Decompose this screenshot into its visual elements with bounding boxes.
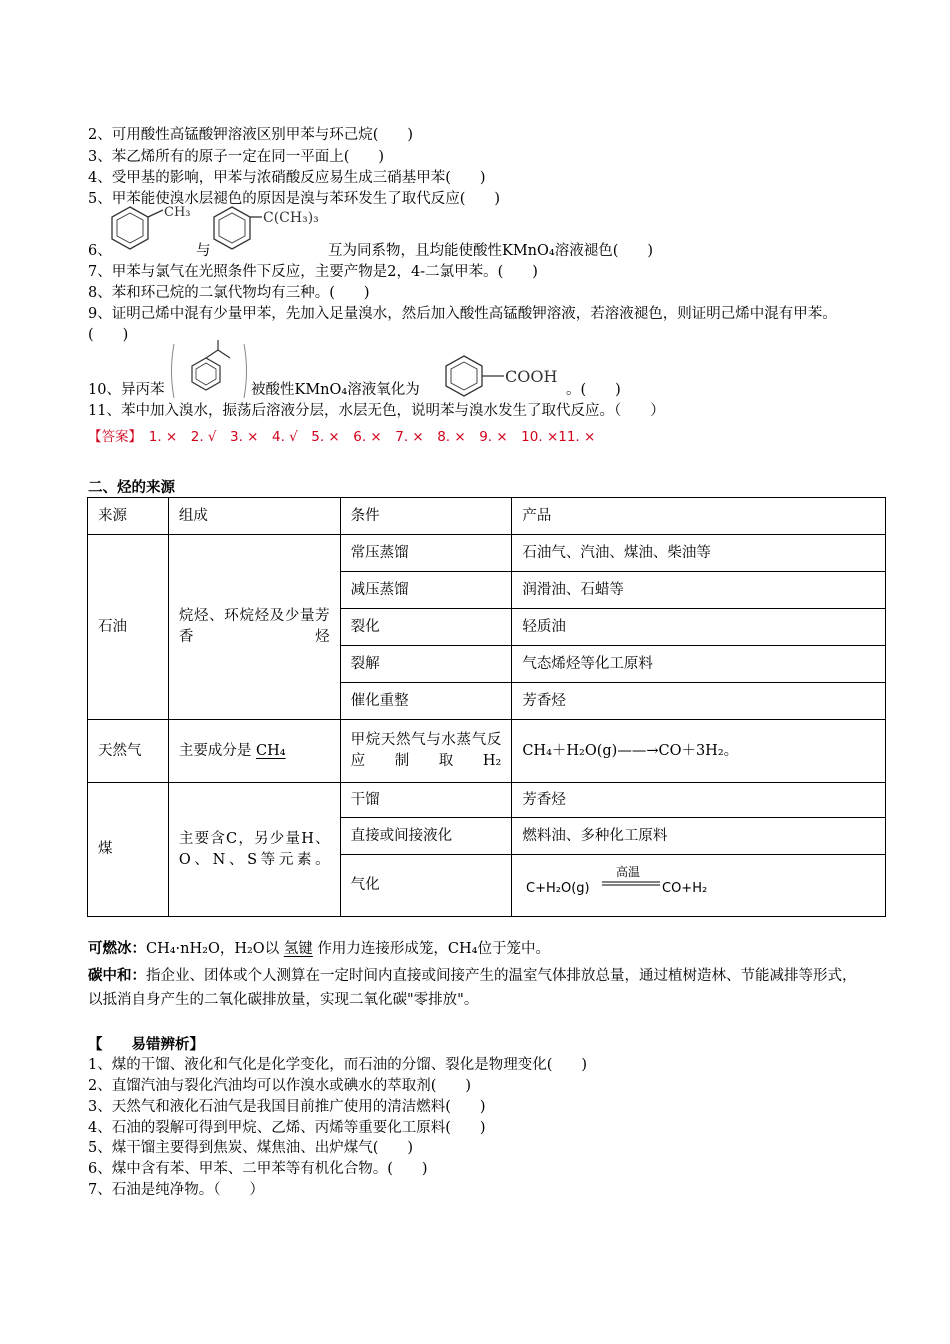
toluene-structure <box>108 203 200 255</box>
quiz-item-10-a: 10、异丙苯 <box>88 382 165 398</box>
benzoic-acid-structure <box>440 354 570 398</box>
condition-cell: 甲烷天然气与水蒸气反应制取H₂ <box>340 720 512 783</box>
condition-cell: 气化 <box>340 855 512 917</box>
header-product: 产品 <box>512 498 886 535</box>
product-cell: 润滑油、石蜡等 <box>512 572 886 609</box>
table-row <box>88 783 886 818</box>
eq-condition: 高温 <box>616 865 641 879</box>
product-cell: CH₄＋H₂O(g)——→CO＋3H₂。 <box>512 720 886 783</box>
quiz-item-2: 2、可用酸性高锰酸钾溶液区别甲苯与环己烷( ) <box>88 127 414 143</box>
carbon-neutral-note: 碳中和：指企业、团体或个人测算在一定时间内直接或间接产生的温室气体排放总量，通过植树造林、节能减排等形式，以抵消自身产生的二氧化碳排放量，实现二氧化碳"零排放"。 <box>88 967 857 1008</box>
quiz-item-5: 5、甲苯能使溴水层褪色的原因是溴与苯环发生了取代反应( ) <box>88 191 501 207</box>
quiz-item-7: 7、甲苯与氯气在光照条件下反应，主要产物是2，4-二氯甲苯。( ) <box>88 264 538 280</box>
quiz-item-6-num: 6、 <box>88 243 112 259</box>
condition-cell: 裂化 <box>340 609 512 646</box>
quiz-item-3: 3、苯乙烯所有的原子一定在同一平面上( ) <box>88 149 385 165</box>
isopropylbenzene-structure <box>166 340 252 402</box>
hydrocarbon-source-table <box>87 497 886 917</box>
quiz2-item: 5、煤干馏主要得到焦炭、煤焦油、出炉煤气( ) <box>88 1140 414 1156</box>
quiz-item-9: 9、证明己烯中混有少量甲苯，先加入足量溴水，然后加入酸性高锰酸钾溶液，若溶液褪色，则证明己烯中混有甲苯。( ) <box>88 306 837 343</box>
cooh-label: COOH <box>505 367 558 386</box>
product-cell: 燃料油、多种化工原料 <box>512 818 886 855</box>
gas-source: 天然气 <box>88 720 169 783</box>
ice-note: 可燃冰：CH₄·nH₂O，H₂O以 氢键 作用力连接形成笼，CH₄位于笼中。 <box>88 940 550 957</box>
quiz-item-10-b: 被酸性KMnO₄溶液氧化为 <box>251 382 420 398</box>
condition-cell: 直接或间接液化 <box>340 818 512 855</box>
product-cell: 芳香烃 <box>512 683 886 720</box>
quiz2-item: 7、石油是纯净物。（ ） <box>88 1182 264 1198</box>
gasification-equation <box>522 865 712 899</box>
ice-blank: 氢键 <box>283 941 313 957</box>
header-condition: 条件 <box>340 498 512 535</box>
quiz-item-10-c: 。( ) <box>566 382 621 398</box>
gas-formula: CH₄ <box>256 742 286 759</box>
product-cell <box>512 855 886 917</box>
quiz2-item: 6、煤中含有苯、甲苯、二甲苯等有机化合物。( ) <box>88 1161 428 1177</box>
product-cell: 石油气、汽油、煤油、柴油等 <box>512 535 886 572</box>
section-title: 二、烃的来源 <box>88 479 175 496</box>
coal-composition: 主要含C，另少量H、O、N、S等元素。 <box>168 783 340 917</box>
condition-cell: 干馏 <box>340 783 512 818</box>
condition-cell: 减压蒸馏 <box>340 572 512 609</box>
condition-cell: 裂解 <box>340 646 512 683</box>
table-header-row <box>88 498 886 535</box>
eq-right: CO+H₂ <box>662 881 708 896</box>
quiz2-item: 3、天然气和液化石油气是我国目前推广使用的清洁燃料( ) <box>88 1099 486 1115</box>
quiz-item-6-text: 互为同系物，且均能使酸性KMnO₄溶液褪色( ) <box>328 243 654 259</box>
product-cell: 芳香烃 <box>512 783 886 818</box>
gas-composition: 主要成分是 CH₄ <box>168 720 340 783</box>
ch3-label: CH₃ <box>164 205 191 220</box>
eq-left: C+H₂O(g) <box>526 881 590 896</box>
table-row <box>88 535 886 572</box>
answer-key: 【答案】 1. × 2. √ 3. × 4. √ 5. × 6. × 7. × 8. × 9. × 10. ×11. × <box>88 429 596 445</box>
quiz2-item: 4、石油的裂解可得到甲烷、乙烯、丙烯等重要化工原料( ) <box>88 1120 486 1136</box>
quiz-item-4: 4、受甲基的影响，甲苯与浓硝酸反应易生成三硝基甲苯( ) <box>88 170 486 186</box>
carbon-label: 碳中和： <box>88 967 146 984</box>
coal-source: 煤 <box>88 783 169 917</box>
tert-butylbenzene-structure <box>210 203 340 255</box>
table-row <box>88 720 886 783</box>
quiz2-title: 【 易错辨析】 <box>88 1036 204 1053</box>
petroleum-source: 石油 <box>88 535 169 720</box>
quiz2-item: 2、直馏汽油与裂化汽油均可以作溴水或碘水的萃取剂( ) <box>88 1078 472 1094</box>
tbu-label: C(CH₃)₃ <box>263 210 319 226</box>
product-cell: 轻质油 <box>512 609 886 646</box>
ice-label: 可燃冰： <box>88 940 146 957</box>
condition-cell: 常压蒸馏 <box>340 535 512 572</box>
header-composition: 组成 <box>168 498 340 535</box>
quiz-item-11: 11、苯中加入溴水，振荡后溶液分层，水层无色，说明苯与溴水发生了取代反应。（ ） <box>88 403 665 419</box>
header-source: 来源 <box>88 498 169 535</box>
quiz-item-8: 8、苯和环己烷的二氯代物均有三种。( ) <box>88 285 370 301</box>
condition-cell: 催化重整 <box>340 683 512 720</box>
petroleum-composition: 烷烃、环烷烃及少量芳香烃 <box>168 535 340 720</box>
product-cell: 气态烯烃等化工原料 <box>512 646 886 683</box>
quiz2-item: 1、煤的干馏、液化和气化是化学变化，而石油的分馏、裂化是物理变化( ) <box>88 1057 588 1073</box>
quiz-item-6-and: 与 <box>196 243 211 259</box>
